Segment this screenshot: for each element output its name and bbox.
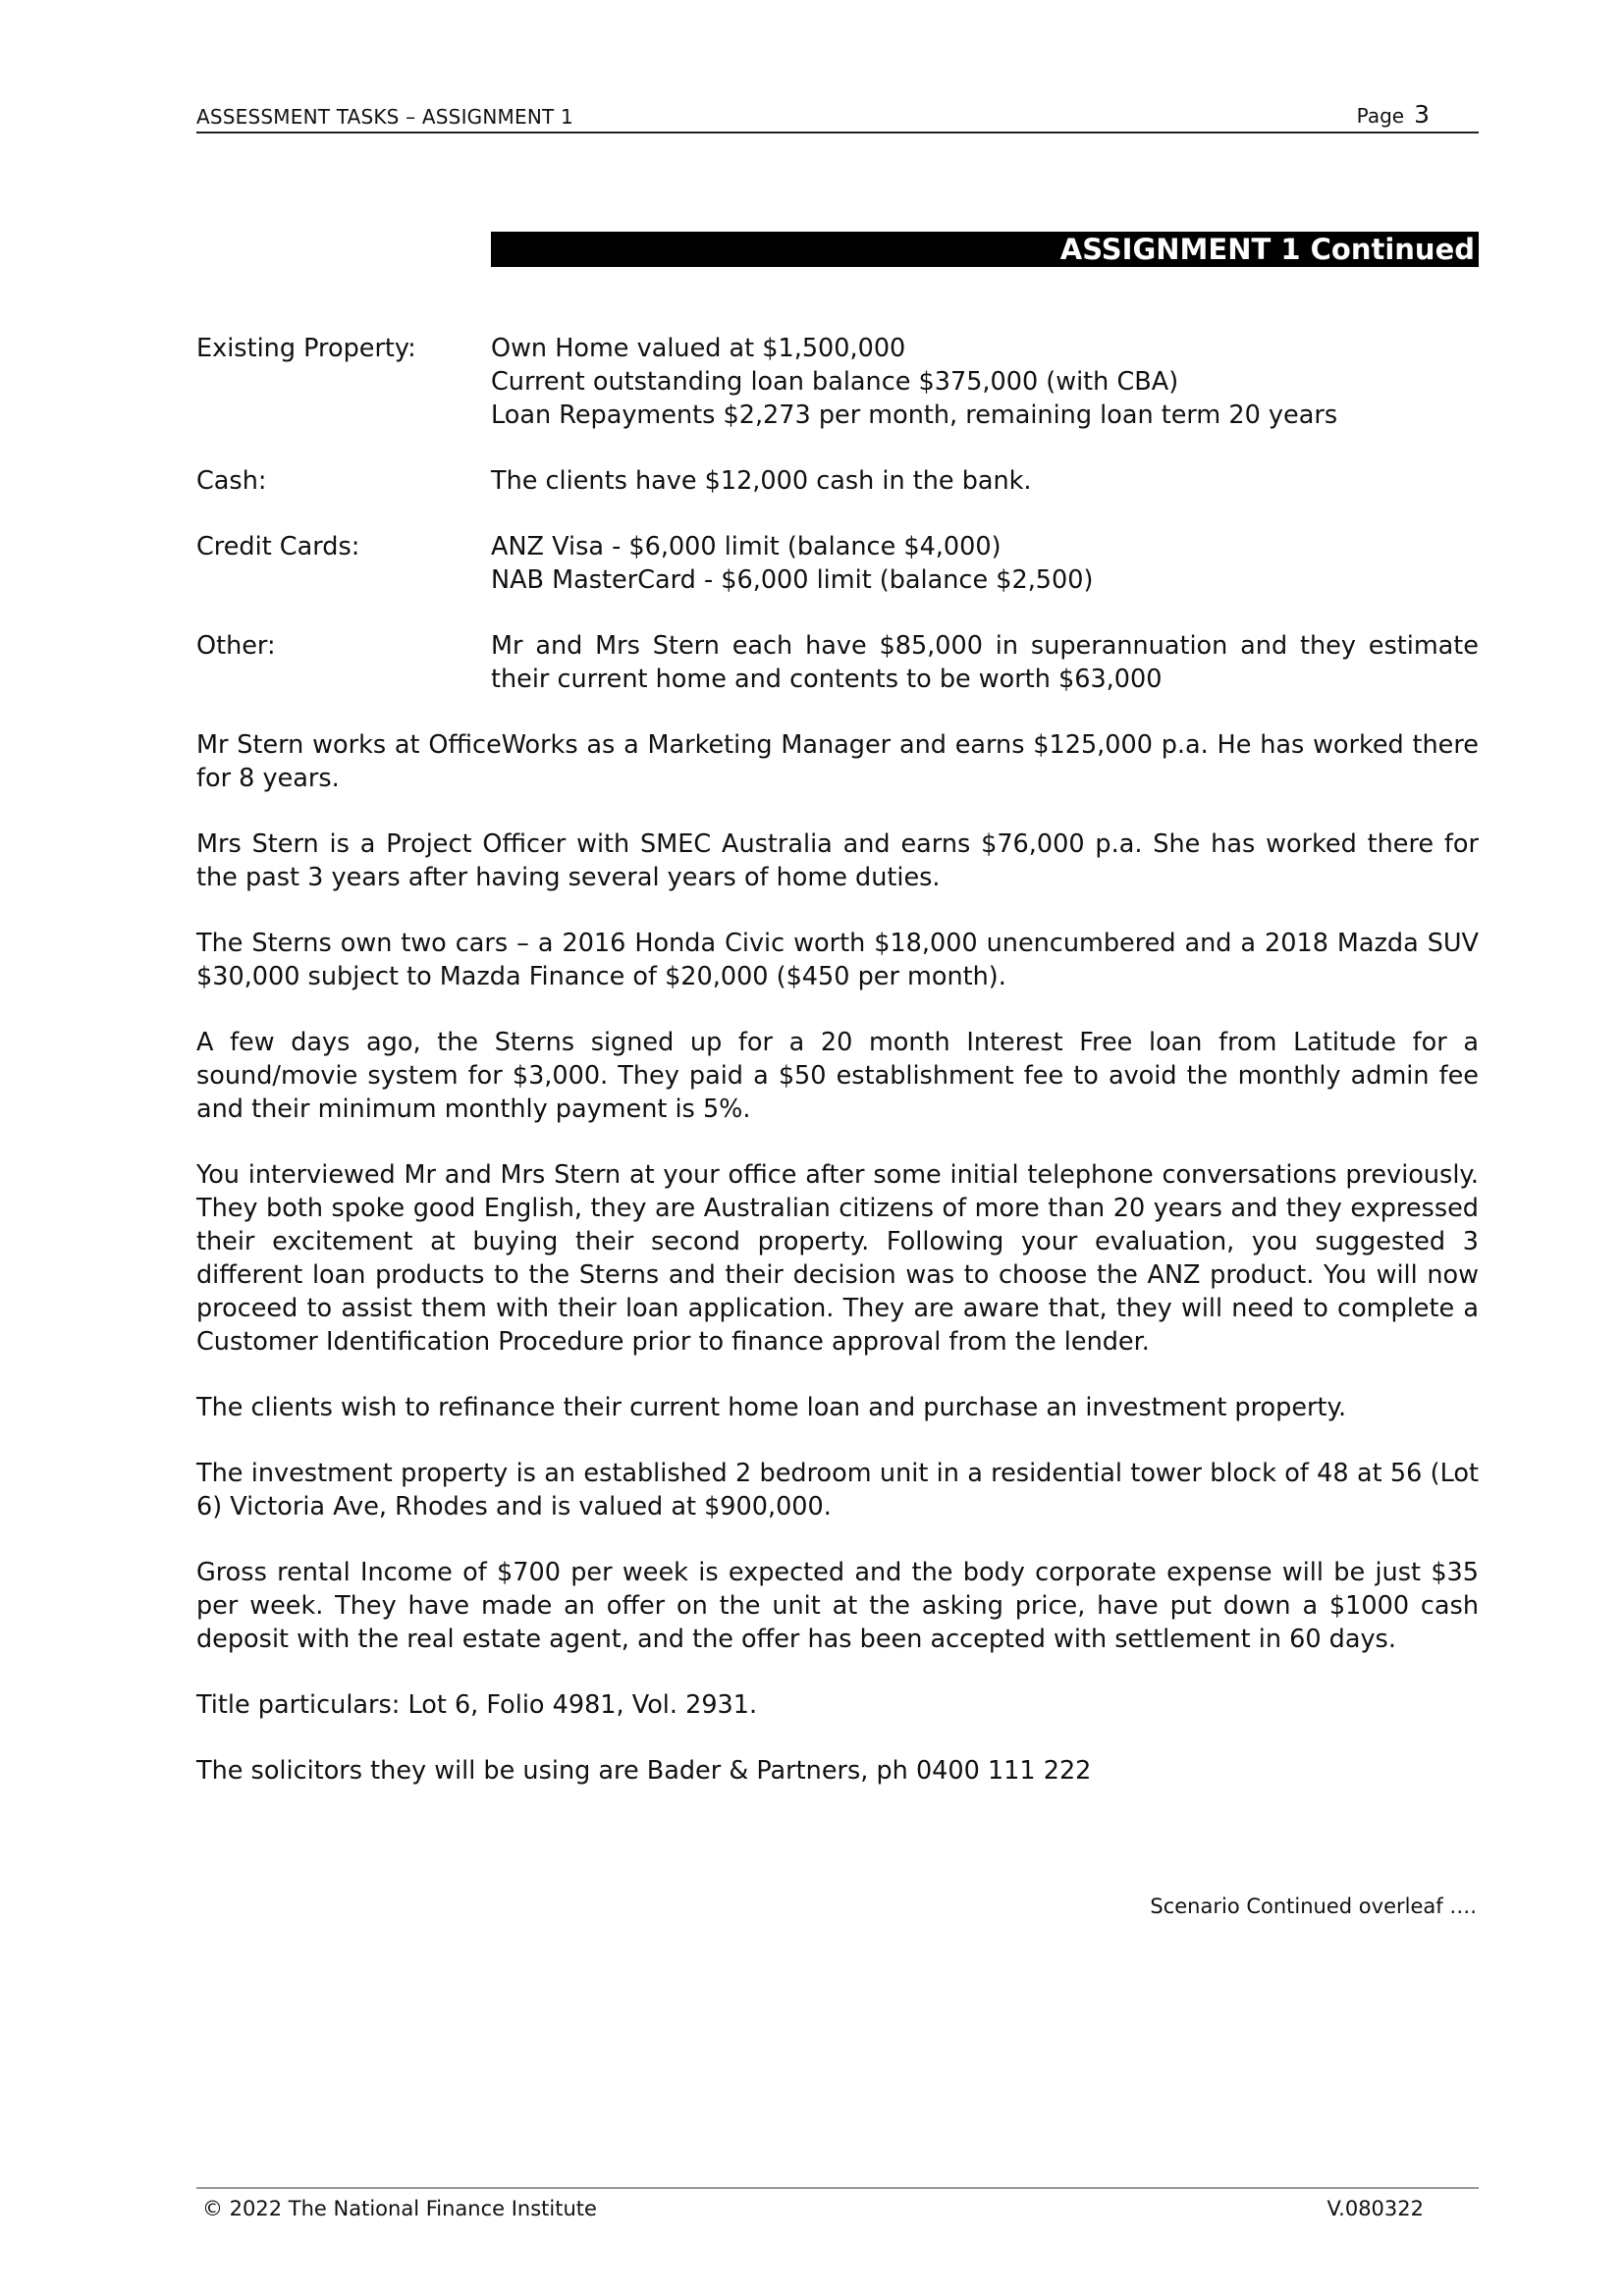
paragraph-cars: The Sterns own two cars – a 2016 Honda Civic worth $18,000 unencumbered and a 2018 Mazda SUV $30,000 subject to Mazda Finance of $20,000 ($450 per month). — [196, 929, 1479, 991]
detail-line: Loan Repayments $2,273 per month, remaining loan term 20 years — [491, 400, 1338, 430]
footer-version: V.080322 — [1326, 2197, 1424, 2220]
overleaf-note: Scenario Continued overleaf …. — [1150, 1895, 1477, 1918]
detail-label: Credit Cards: — [196, 532, 360, 561]
page-number: 3 — [1414, 100, 1430, 129]
detail-value — [491, 464, 1479, 498]
paragraph-title-particulars: Title particulars: Lot 6, Folio 4981, Vol. 2931. — [196, 1690, 758, 1720]
paragraph-solicitors: The solicitors they will be using are Bader & Partners, ph 0400 111 222 — [196, 1756, 1092, 1786]
detail-row-credit-cards — [196, 530, 1479, 597]
detail-row-cash — [196, 464, 1479, 498]
detail-line: Current outstanding loan balance $375,000 (with CBA) — [491, 367, 1179, 397]
paragraph-refinance: The clients wish to refinance their current home loan and purchase an investment property. — [196, 1393, 1347, 1422]
detail-line: The clients have $12,000 cash in the bank. — [491, 466, 1032, 496]
detail-value — [491, 530, 1479, 597]
detail-value — [491, 332, 1479, 432]
section-banner: ASSIGNMENT 1 Continued — [491, 232, 1479, 267]
page-label: Page — [1356, 104, 1405, 128]
paragraph-rental-income: Gross rental Income of $700 per week is expected and the body corporate expense will be just $35 per week. They have made an offer on the unit at the asking price, have put down a $1000 cash deposit with the real estate agent, and the offer has been accepted with settlement in 60 days. — [196, 1558, 1479, 1654]
paragraph-mrs-stern-employment: Mrs Stern is a Project Officer with SMEC Australia and earns $76,000 p.a. She has worked there for the past 3 years after having several years of home duties. — [196, 829, 1479, 892]
footer-copyright: © 2022 The National Finance Institute — [202, 2197, 597, 2220]
detail-row-existing-property — [196, 332, 1479, 432]
detail-line: NAB MasterCard - $6,000 limit (balance $2,500) — [491, 565, 1094, 595]
document-body — [196, 332, 1479, 1820]
paragraph-interview: You interviewed Mr and Mrs Stern at your office after some initial telephone conversations previously. They both spoke good English, they are Australian citizens of more than 20 years and they expressed their excitement at buying their second property. Following your evaluation, you suggested 3 different loan products to the Sterns and their decision was to choose the ANZ product. You will now proceed to assist them with their loan application. They are aware that, they will need to complete a Customer Identification Procedure prior to finance approval from the lender. — [196, 1160, 1479, 1357]
detail-line: ANZ Visa - $6,000 limit (balance $4,000) — [491, 532, 1001, 561]
detail-label: Cash: — [196, 466, 267, 496]
page-header — [196, 102, 1479, 133]
detail-value — [491, 629, 1479, 696]
detail-label: Existing Property: — [196, 334, 416, 363]
detail-row-other — [196, 629, 1479, 696]
page-indicator — [1357, 100, 1430, 129]
detail-line: Own Home valued at $1,500,000 — [491, 334, 906, 363]
paragraph-investment-property: The investment property is an established 2 bedroom unit in a residential tower block of 48 at 56 (Lot 6) Victoria Ave, Rhodes and is valued at $900,000. — [196, 1459, 1479, 1522]
paragraph-interest-free-loan: A few days ago, the Sterns signed up for a 20 month Interest Free loan from Latitude for a sound/movie system for $3,000. They paid a $50 establishment fee to avoid the monthly admin fee and their minimum monthly payment is 5%. — [196, 1028, 1479, 1124]
page-footer — [196, 2187, 1479, 2220]
detail-line: Mr and Mrs Stern each have $85,000 in superannuation and they estimate their current home and contents to be worth $63,000 — [491, 631, 1479, 694]
detail-label: Other: — [196, 631, 276, 661]
paragraph-mr-stern-employment: Mr Stern works at OfficeWorks as a Marketing Manager and earns $125,000 p.a. He has worked there for 8 years. — [196, 730, 1479, 793]
header-title: ASSESSMENT TASKS – ASSIGNMENT 1 — [196, 105, 573, 129]
